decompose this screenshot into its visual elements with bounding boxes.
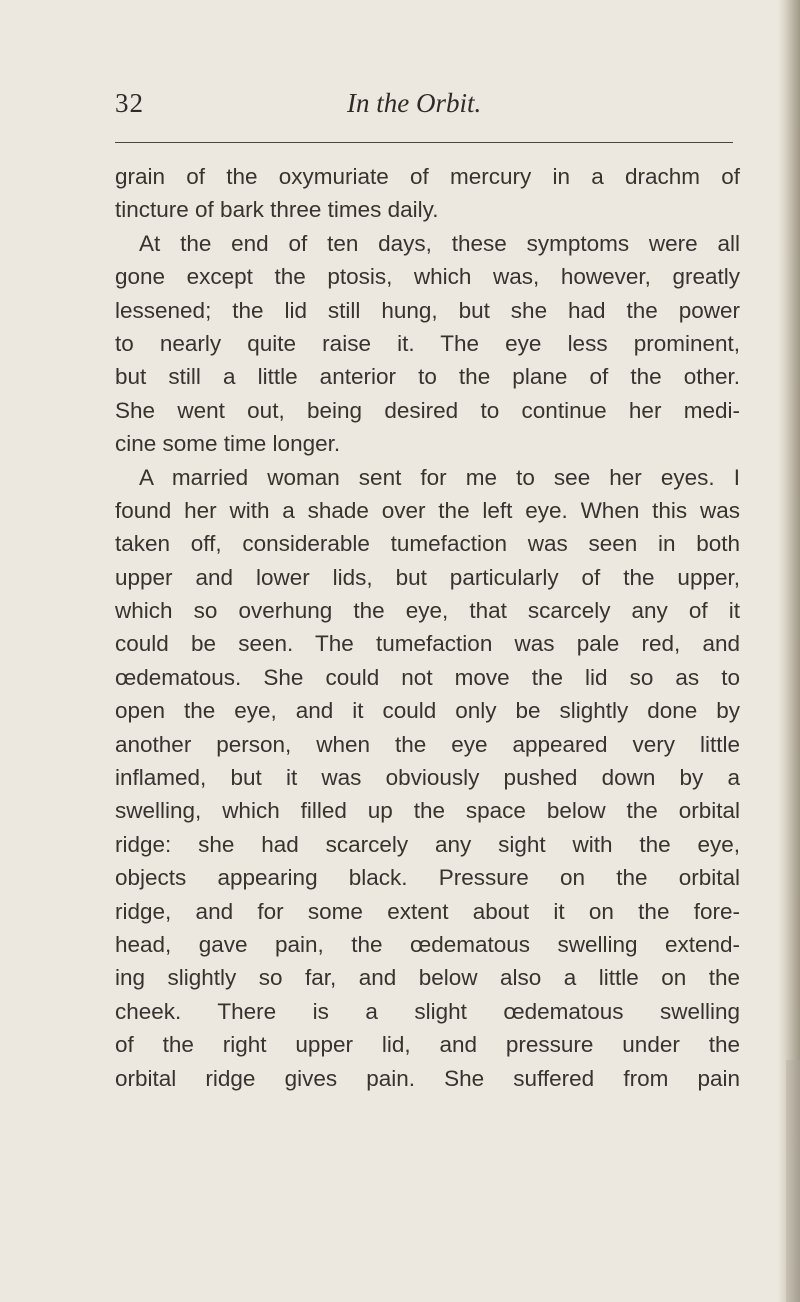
text-line: At the end of ten days, these symptoms were all: [139, 230, 740, 256]
text-line: swelling, which filled up the space below the orbital: [115, 798, 740, 824]
text-line: another person, when the eye appeared very little: [115, 731, 740, 757]
text-line: upper and lower lids, but particularly of the upper,: [115, 564, 740, 590]
text-line: tincture of bark three times daily.: [115, 197, 439, 223]
page-edge-shadow-lower: [786, 1060, 800, 1302]
page-header: [115, 88, 735, 122]
text-line: taken off, considerable tumefaction was seen in both: [115, 531, 740, 557]
running-title: In the Orbit.: [347, 88, 482, 118]
text-line: open the eye, and it could only be slightly done by: [115, 698, 740, 724]
text-line: could be seen. The tumefaction was pale red, and: [115, 631, 740, 657]
text-line: cine some time longer.: [115, 431, 341, 457]
text-line: found her with a shade over the left eye. When this was: [115, 497, 740, 523]
text-line: ridge, and for some extent about it on the fore-: [115, 898, 740, 924]
text-line: which so overhung the eye, that scarcely any of it: [115, 598, 740, 624]
header-rule: [115, 142, 733, 143]
text-line: She went out, being desired to continue her medi-: [115, 397, 740, 423]
text-line: inflamed, but it was obviously pushed down by a: [115, 765, 740, 791]
text-line: A married woman sent for me to see her eyes. I: [139, 464, 740, 490]
text-line: lessened; the lid still hung, but she had the power: [115, 297, 740, 323]
body-text: [115, 160, 740, 1095]
text-line: to nearly quite raise it. The eye less prominent,: [115, 330, 740, 356]
text-line: grain of the oxymuriate of mercury in a drachm of: [115, 164, 740, 189]
text-line: objects appearing black. Pressure on the orbital: [115, 865, 740, 891]
text-line: cheek. There is a slight œdematous swelling: [115, 998, 740, 1024]
text-line: but still a little anterior to the plane of the other.: [115, 364, 740, 390]
text-line: orbital ridge gives pain. She suffered from pain: [115, 1065, 740, 1091]
text-line: gone except the ptosis, which was, however, greatly: [115, 264, 740, 290]
page-number: 32: [115, 88, 144, 118]
text-line: of the right upper lid, and pressure under the: [115, 1032, 740, 1058]
text-line: ridge: she had scarcely any sight with the eye,: [115, 831, 740, 857]
text-line: head, gave pain, the œdematous swelling extend-: [115, 931, 740, 957]
text-line: œdematous. She could not move the lid so as to: [115, 664, 740, 690]
text-line: ing slightly so far, and below also a little on the: [115, 965, 740, 991]
